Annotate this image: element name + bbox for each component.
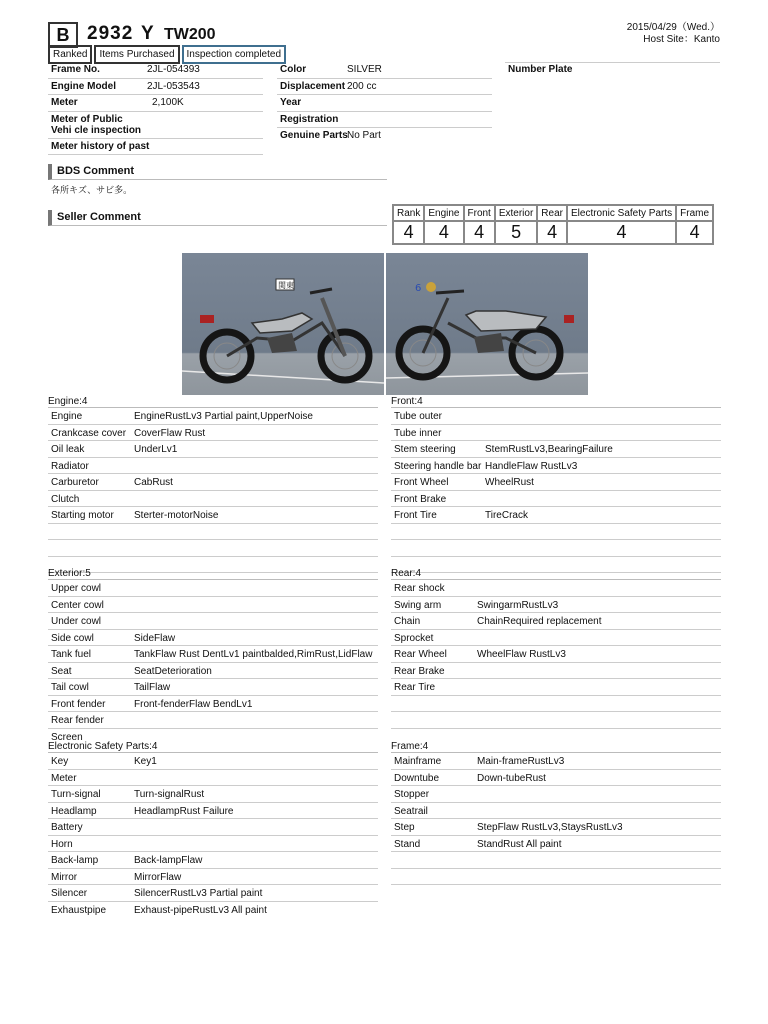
rank-value-frame: 4 [676,221,713,244]
table-row [391,474,721,491]
engine-section-title: Engine:4 [48,396,378,408]
table-row [391,491,721,508]
item-label: Stand [394,838,421,850]
item-label: Seatrail [394,805,428,817]
spec-label: Meter [51,97,78,108]
table-row [48,524,378,541]
item-value: WheelRust [485,477,534,488]
table-row [391,458,721,475]
seller-comment-heading: Seller Comment [48,210,387,226]
item-value: Sterter-motorNoise [134,510,219,521]
spec-value: No Part [347,130,381,141]
table-row [48,507,378,524]
front-section [391,396,721,573]
item-value: TireCrack [485,510,528,521]
motorcycle-photo-right [386,253,588,395]
item-label: Stem steering [394,444,456,455]
spec-value: 2JL-053543 [147,80,200,92]
item-value: TankFlaw Rust DentLv1 paintbalded,RimRust,LidFlaw [134,649,373,660]
spec-row [48,112,263,139]
item-label: Stopper [394,789,430,800]
spec-value: 2,100K [152,97,184,108]
front-section-title: Front:4 [391,396,721,408]
table-row [391,786,721,803]
spec-value: 2JL-054393 [147,64,200,75]
item-value: MirrorFlaw [134,871,182,883]
table-row [391,408,721,425]
item-label: Under cowl [51,616,102,627]
spec-row [277,79,492,96]
item-label: Radiator [51,460,89,472]
badge-items-purchased: Items Purchased [94,45,179,64]
rank-value-rear: 4 [537,221,567,244]
table-row [48,803,378,820]
table-row [391,753,721,770]
item-value: CoverFlaw Rust [134,427,206,439]
item-label: Upper cowl [51,583,102,594]
table-row [391,803,721,820]
exterior-section-title: Exterior:5 [48,568,378,580]
exterior-section [48,568,378,744]
frame-section-title: Frame:4 [391,741,721,753]
spec-label: Registration [280,113,339,125]
item-label: Clutch [51,493,80,505]
lot-tag-right: 6 [415,283,422,294]
item-label: Crankcase cover [51,427,127,439]
electronic-section-title: Electronic Safety Parts:4 [48,741,378,753]
table-row [391,663,721,680]
item-value: HandleFlaw RustLv3 [485,460,578,472]
item-label: Carburetor [51,477,99,488]
table-row [391,646,721,663]
spec-label: Color [280,64,307,75]
item-value: TailFlaw [134,682,171,693]
rank-value-electronic: 4 [567,221,676,244]
item-label: Rear Brake [394,665,445,677]
table-row [48,408,378,425]
table-row [391,580,721,597]
grade-letter: Y [141,23,154,44]
spec-label: Meter of Public Vehi cle inspection [51,113,142,136]
rank-col-engine: Engine [424,205,463,221]
item-value: StepFlaw RustLv3,StaysRustLv3 [477,822,623,833]
rank-col-rear: Rear [537,205,567,221]
item-label: Meter [51,772,77,784]
spec-value: 200 cc [347,80,377,92]
electronic-section [48,741,378,917]
item-value: ChainRequired replacement [477,616,602,627]
spec-label: Meter history of past [51,140,150,152]
rank-col-electronic: Electronic Safety Parts [567,205,676,221]
item-label: Tube inner [394,427,442,439]
item-value: WheelFlaw RustLv3 [477,649,566,660]
table-row [391,540,721,557]
table-row [48,753,378,770]
item-value: Back-lampFlaw [134,855,203,866]
spec-value: SILVER [347,64,382,75]
item-label: Tank fuel [51,649,92,660]
item-value: Turn-signalRust [134,789,205,800]
spec-label: Year [280,97,302,108]
spec-row [277,62,492,79]
spec-label: Displacement [280,80,346,92]
item-label: Front Wheel [394,477,449,488]
item-label: Side cowl [51,632,94,644]
rank-col-exterior: Exterior [495,205,537,221]
item-label: Oil leak [51,444,85,455]
table-row [391,613,721,630]
rank-header-row [393,205,713,221]
item-value: StandRust All paint [477,838,562,850]
spec-row [48,139,263,156]
rank-col-front: Front [464,205,495,221]
table-row [48,712,378,729]
table-row [48,630,378,647]
item-label: Tail cowl [51,682,89,693]
spec-row [277,128,492,144]
table-row [391,836,721,853]
table-row [48,770,378,787]
spec-row [505,62,720,78]
item-label: Front Brake [394,493,447,505]
table-row [391,524,721,541]
badge-inspection-completed: Inspection completed [182,45,287,64]
table-row [391,425,721,442]
item-label: Tube outer [394,411,442,422]
spec-row [48,95,263,112]
table-row [48,696,378,713]
rank-value-front: 4 [464,221,495,244]
table-row [48,663,378,680]
motorcycle-left-graphic [182,253,384,395]
rear-section [391,568,721,729]
item-label: Starting motor [51,510,114,521]
table-row [48,836,378,853]
item-label: Chain [394,616,421,627]
rank-table [392,204,714,245]
item-value: CabRust [134,477,173,488]
table-row [391,679,721,696]
item-label: Step [394,822,415,833]
rank-col-rank: Rank [393,205,424,221]
item-value: Front-fenderFlaw BendLv1 [134,698,253,710]
spec-right [505,62,720,78]
spec-label: Engine Model [51,80,116,92]
item-label: Center cowl [51,599,104,611]
item-label: Back-lamp [51,855,99,866]
rank-value-row [393,221,713,244]
item-value: SideFlaw [134,632,176,644]
item-value: StemRustLv3,BearingFailure [485,444,613,455]
spec-row [48,79,263,96]
rear-section-title: Rear:4 [391,568,721,580]
rank-col-frame: Frame [676,205,713,221]
table-row [48,885,378,902]
table-row [48,425,378,442]
item-value: EngineRustLv3 Partial paint,UpperNoise [134,411,313,422]
item-label: Sprocket [394,632,434,644]
item-value: UnderLv1 [134,444,178,455]
item-label: Horn [51,838,73,850]
badge-ranked: Ranked [48,45,92,64]
table-row [391,441,721,458]
item-label: Rear fender [51,715,104,726]
item-label: Battery [51,822,83,833]
auction-date: 2015/04/29（Wed.） [626,22,720,33]
date-host [627,22,720,46]
lane-letter: B [48,22,78,48]
motorcycle-photo-left [182,253,384,395]
table-row [48,902,378,918]
item-label: Silencer [51,888,88,899]
table-row [391,507,721,524]
item-label: Front fender [51,698,106,710]
table-row [48,646,378,663]
table-row [391,597,721,614]
table-row [48,540,378,557]
item-value: HeadlampRust Failure [134,805,234,817]
item-label: Turn-signal [51,789,101,800]
table-row [48,679,378,696]
item-label: Mainframe [394,756,442,767]
table-row [48,491,378,508]
table-row [391,869,721,886]
motorcycle-right-graphic [386,253,588,395]
item-label: Key [51,756,69,767]
rank-value-exterior: 5 [495,221,537,244]
spec-row [48,62,263,79]
item-value: SwingarmRustLv3 [477,599,559,611]
bds-comment-heading: BDS Comment [48,164,387,180]
table-row [48,458,378,475]
bds-comment-text: 各所キズ、サビ多。 [51,185,133,195]
table-row [48,819,378,836]
spec-label: Frame No. [51,64,100,75]
item-label: Rear Tire [394,682,436,693]
divider [505,62,720,63]
engine-section [48,396,378,573]
table-row [48,580,378,597]
model-name: TW200 [164,26,216,43]
table-row [48,613,378,630]
table-row [391,696,721,713]
item-value: Main-frameRustLv3 [477,756,565,767]
item-label: Exhaustpipe [51,904,107,916]
spec-label: Number Plate [508,64,573,75]
table-row [391,770,721,787]
lot-number: 2932 [87,23,134,44]
item-value: SilencerRustLv3 Partial paint [134,888,263,899]
item-label: Seat [51,665,72,677]
table-row [48,869,378,886]
table-row [391,712,721,729]
item-value: Key1 [134,756,157,767]
frame-section [391,741,721,885]
table-row [391,852,721,869]
item-label: Engine [51,411,83,422]
table-row [391,630,721,647]
table-row [48,786,378,803]
item-label: Rear shock [394,583,445,594]
table-row [48,474,378,491]
table-row [48,597,378,614]
spec-row [277,112,492,129]
table-row [48,852,378,869]
spec-label: Genuine Parts [280,130,348,141]
item-label: Swing arm [394,599,442,611]
item-value: Exhaust-pipeRustLv3 All paint [134,904,267,916]
item-label: Downtube [394,772,440,784]
spec-row [277,95,492,112]
item-value: SeatDeterioration [134,665,212,677]
item-label: Mirror [51,871,78,883]
spec-left [48,62,263,155]
item-label: Front Tire [394,510,437,521]
rank-value-rank: 4 [393,221,424,244]
item-label: Screen [51,731,83,743]
table-row [48,441,378,458]
item-label: Headlamp [51,805,97,817]
host-site: Host Site：Kanto [643,34,720,45]
plate-tag-left: 関東 [278,281,294,290]
item-value: Down-tubeRust [477,772,546,784]
item-label: Steering handle bar [394,460,482,472]
spec-middle [277,62,492,144]
table-row [391,819,721,836]
rank-value-engine: 4 [424,221,463,244]
item-label: Rear Wheel [394,649,447,660]
